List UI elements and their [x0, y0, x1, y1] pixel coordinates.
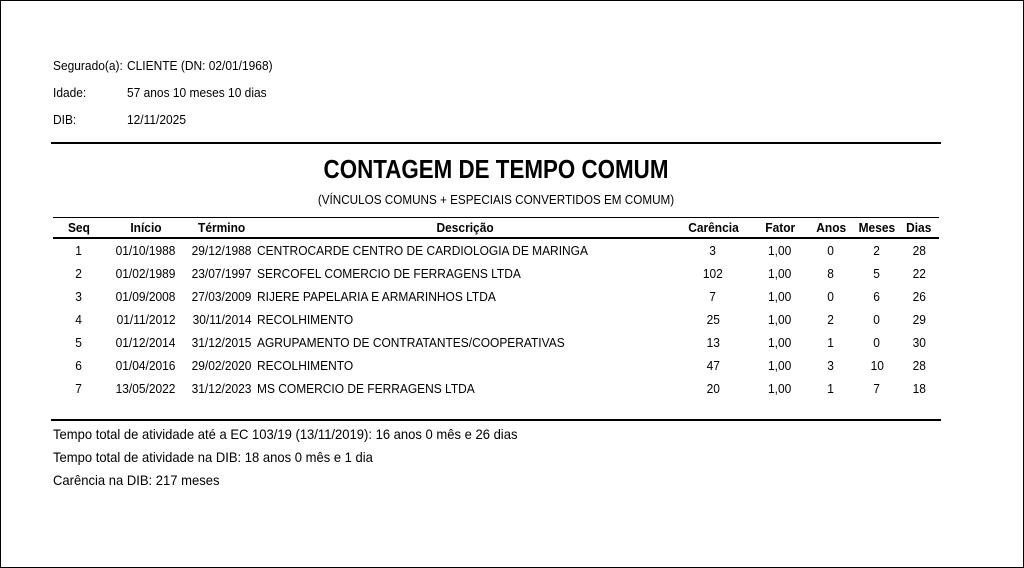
cell-descricao: AGRUPAMENTO DE CONTRATANTES/COOPERATIVAS: [257, 335, 565, 350]
cell-descricao: CENTROCARDE CENTRO DE CARDIOLOGIA DE MARINGA: [257, 243, 588, 258]
column-header-anos: Anos: [807, 218, 855, 239]
table-row: [53, 285, 939, 308]
column-header-carencia: Carência: [673, 218, 753, 239]
segurado-label: Segurado(a):: [53, 58, 123, 73]
cell-anos: 2: [827, 312, 835, 327]
cell-termino: 23/07/1997: [192, 266, 252, 281]
cell-carencia: 102: [703, 266, 723, 281]
summary-carencia: Carência na DIB: 217 meses: [53, 472, 220, 488]
contagem-table: [53, 217, 939, 400]
cell-dias: 28: [912, 358, 926, 373]
cell-anos: 3: [827, 358, 835, 373]
cell-seq: 2: [75, 266, 83, 281]
table-bottom-divider: [51, 419, 941, 421]
cell-carencia: 25: [706, 312, 720, 327]
column-header-inicio: Início: [105, 218, 187, 239]
cell-carencia: 7: [709, 289, 717, 304]
cell-meses: 7: [873, 381, 881, 396]
idade-label: Idade:: [53, 85, 87, 100]
cell-anos: 1: [827, 335, 835, 350]
cell-anos: 0: [827, 289, 835, 304]
cell-descricao: RECOLHIMENTO: [257, 312, 354, 327]
table-row: [53, 238, 939, 262]
cell-meses: 10: [870, 358, 884, 373]
cell-meses: 0: [873, 335, 881, 350]
column-header-descricao: Descrição: [257, 218, 673, 239]
cell-seq: 5: [75, 335, 83, 350]
cell-descricao: RECOLHIMENTO: [257, 358, 354, 373]
cell-inicio: 01/04/2016: [116, 358, 176, 373]
table-row: [53, 354, 939, 377]
cell-inicio: 13/05/2022: [116, 381, 176, 396]
cell-dias: 30: [912, 335, 926, 350]
cell-descricao: MS COMERCIO DE FERRAGENS LTDA: [257, 381, 475, 396]
cell-seq: 4: [75, 312, 83, 327]
column-header-fator: Fator: [753, 218, 807, 239]
cell-dias: 28: [912, 243, 926, 258]
cell-inicio: 01/11/2012: [116, 312, 176, 327]
cell-seq: 7: [75, 381, 83, 396]
summary-total-dib: Tempo total de atividade na DIB: 18 anos 0 mês e 1 dia: [53, 449, 373, 465]
cell-meses: 2: [873, 243, 881, 258]
cell-anos: 0: [827, 243, 835, 258]
cell-fator: 1,00: [768, 381, 792, 396]
cell-dias: 18: [912, 381, 926, 396]
cell-dias: 26: [912, 289, 926, 304]
cell-seq: 6: [75, 358, 83, 373]
column-header-meses: Meses: [855, 218, 899, 239]
cell-inicio: 01/09/2008: [116, 289, 176, 304]
idade-value: 57 anos 10 meses 10 dias: [127, 85, 267, 100]
cell-inicio: 01/10/1988: [116, 243, 176, 258]
cell-fator: 1,00: [768, 358, 792, 373]
summary-ec103: Tempo total de atividade até a EC 103/19 (13/11/2019): 16 anos 0 mês e 26 dias: [53, 426, 518, 442]
dib-label: DIB:: [53, 112, 77, 127]
cell-meses: 0: [873, 312, 881, 327]
cell-carencia: 47: [706, 358, 720, 373]
cell-dias: 29: [912, 312, 926, 327]
cell-seq: 3: [75, 289, 83, 304]
cell-anos: 1: [827, 381, 835, 396]
table-header-row: [53, 218, 939, 239]
table-row: [53, 331, 939, 354]
column-header-dias: Dias: [899, 218, 939, 239]
cell-termino: 29/02/2020: [192, 358, 252, 373]
dib-value: 12/11/2025: [127, 112, 186, 127]
column-header-termino: Término: [187, 218, 257, 239]
cell-fator: 1,00: [768, 289, 792, 304]
cell-fator: 1,00: [768, 266, 792, 281]
table-row: [53, 308, 939, 331]
cell-carencia: 13: [706, 335, 720, 350]
table-row: [53, 262, 939, 285]
cell-termino: 29/12/1988: [192, 243, 252, 258]
cell-dias: 22: [912, 266, 926, 281]
cell-descricao: RIJERE PAPELARIA E ARMARINHOS LTDA: [257, 289, 496, 304]
cell-inicio: 01/02/1989: [116, 266, 176, 281]
segurado-value: CLIENTE (DN: 02/01/1968): [127, 58, 273, 73]
cell-meses: 5: [873, 266, 881, 281]
cell-seq: 1: [75, 243, 83, 258]
cell-descricao: SERCOFEL COMERCIO DE FERRAGENS LTDA: [257, 266, 521, 281]
cell-termino: 31/12/2023: [192, 381, 252, 396]
cell-inicio: 01/12/2014: [116, 335, 176, 350]
cell-termino: 31/12/2015: [192, 335, 252, 350]
cell-carencia: 20: [706, 381, 720, 396]
table-row: [53, 377, 939, 400]
cell-fator: 1,00: [768, 335, 792, 350]
cell-termino: 27/03/2009: [192, 289, 252, 304]
cell-meses: 6: [873, 289, 881, 304]
report-title: CONTAGEM DE TEMPO COMUM: [323, 154, 669, 184]
cell-carencia: 3: [709, 243, 717, 258]
column-header-seq: Seq: [53, 218, 105, 239]
cell-fator: 1,00: [768, 243, 792, 258]
cell-fator: 1,00: [768, 312, 792, 327]
cell-anos: 8: [827, 266, 835, 281]
header-divider: [51, 142, 941, 144]
report-subtitle: (VÍNCULOS COMUNS + ESPECIAIS CONVERTIDOS EM COMUM): [317, 192, 675, 207]
cell-termino: 30/11/2014: [192, 312, 252, 327]
